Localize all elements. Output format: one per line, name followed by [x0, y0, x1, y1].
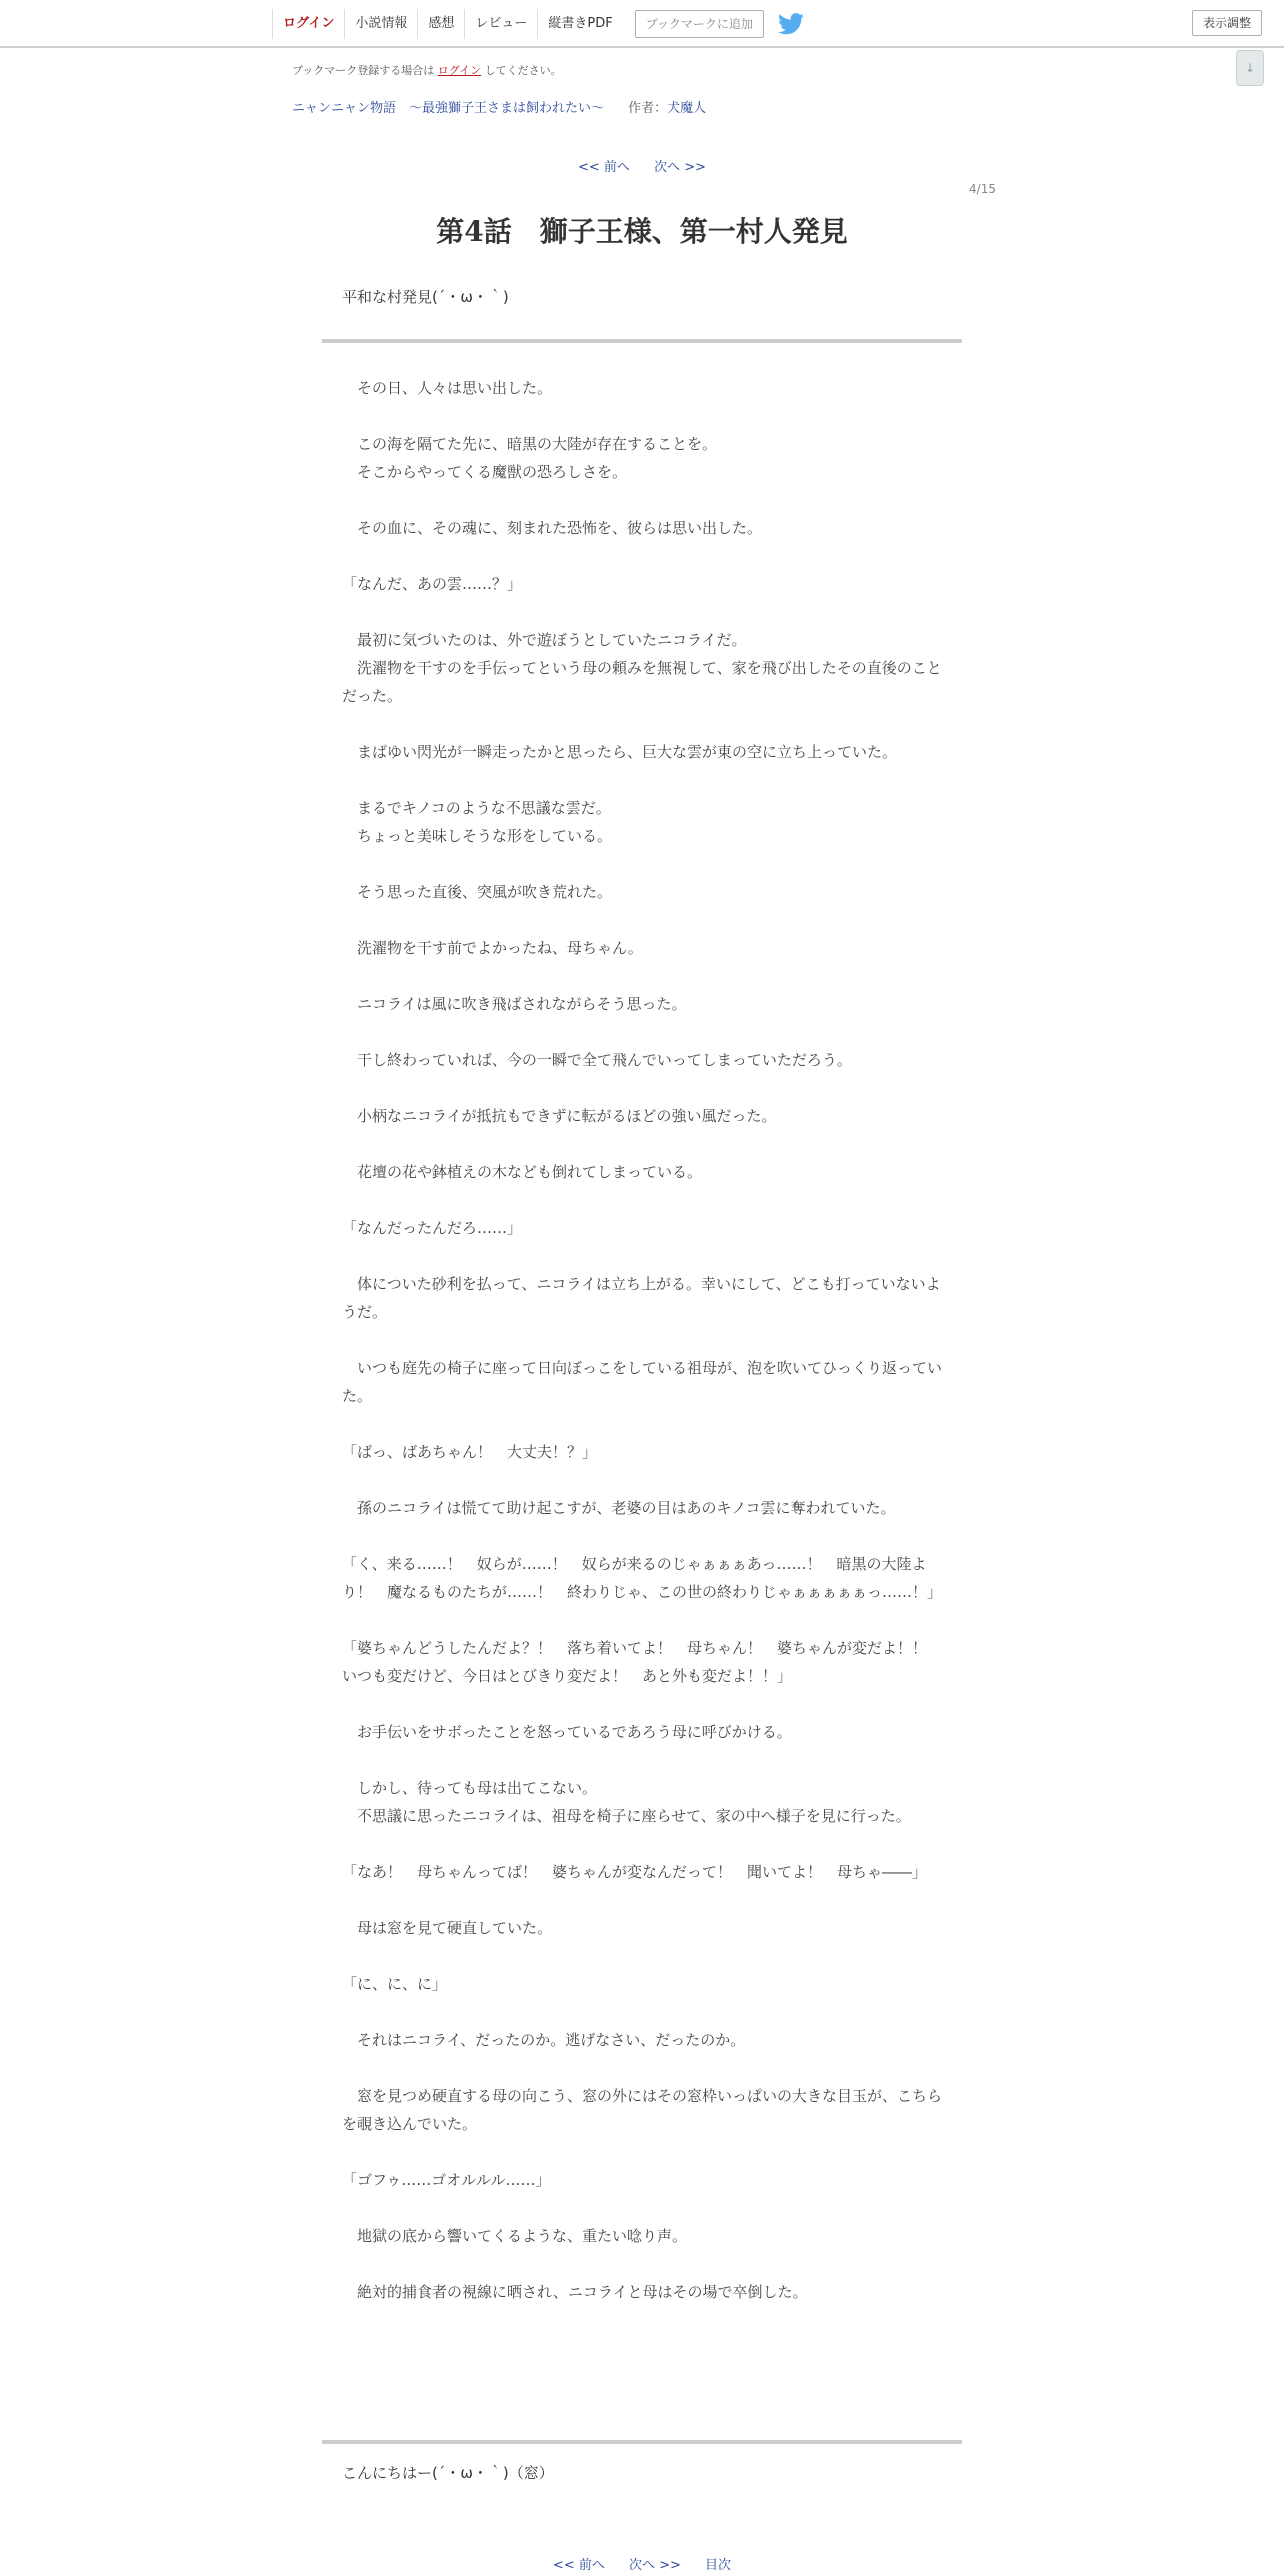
chapter-title: 第4話 獅子王様、第一村人発見 — [436, 215, 848, 248]
body-paragraph: 「なんだったんだろ……」 — [342, 1219, 523, 1237]
prev-page-link[interactable]: << 前へ — [552, 2558, 605, 2573]
body-paragraph: 干し終わっていれば、今の一瞬で全て飛んでいってしまっていただろう。 — [342, 1051, 852, 1069]
top-header-bar — [0, 0, 1284, 48]
body-paragraph: 体についた砂利を払って、ニコライは立ち上がる。幸いにして、どこも打っていないようだ。 — [342, 1275, 941, 1321]
body-paragraph: 絶対的捕食者の視線に晒され、ニコライと母はその場で卒倒した。 — [342, 2283, 808, 2301]
body-paragraph: 孫のニコライは慌てて助け起こすが、老婆の目はあのキノコ雲に奪われていた。 — [342, 1499, 896, 1517]
body-paragraph: この海を隔てた先に、暗黒の大陸が存在することを。 そこからやってくる魔獣の恐ろしさを。 — [357, 435, 718, 481]
pager-bottom — [0, 2554, 1284, 2573]
body-paragraph: まばゆい閃光が一瞬走ったかと思ったら、巨大な雲が東の空に立ち上っていた。 — [342, 743, 898, 761]
notice-suffix: してください。 — [484, 64, 562, 77]
next-page-link[interactable]: 次へ >> — [628, 2558, 681, 2573]
divider-bottom — [322, 2440, 962, 2444]
body-paragraph: 「ゴフゥ……ゴオルルル……」 — [342, 2171, 551, 2189]
add-bookmark-button[interactable]: ブックマークに追加 — [635, 10, 764, 38]
nav-login-link[interactable]: ログイン — [272, 9, 344, 39]
next-page-link[interactable]: 次へ >> — [654, 160, 706, 175]
twitter-bird-icon[interactable] — [778, 13, 804, 35]
body-paragraph: 窓を見つめ硬直する母の向こう、窓の外にはその窓枠いっぱいの大きな目玉が、こちらを覗き込んでいた。 — [342, 2087, 943, 2133]
nav-review-link[interactable]: レビュー — [464, 9, 537, 39]
body-paragraph: 最初に気づいたのは、外で遊ぼうとしていたニコライだ。 洗濯物を干すのを手伝ってという母の頼みを無視して、家を飛び出したその直後のことだった。 — [342, 631, 942, 705]
body-paragraph: 「なあ！ 母ちゃんってば！ 婆ちゃんが変なんだって！ 聞いてよ！ 母ちゃ――」 — [342, 1863, 928, 1881]
body-paragraph: 母は窓を見て硬直していた。 — [342, 1919, 553, 1937]
page-count: 4/15 — [969, 182, 996, 196]
body-paragraph: それはニコライ、だったのか。逃げなさい、だったのか。 — [342, 2031, 746, 2049]
bookmark-login-notice — [292, 62, 562, 78]
author-name-link[interactable]: 犬魔人 — [667, 101, 707, 116]
body-paragraph: ニコライは風に吹き飛ばされながらそう思った。 — [342, 995, 687, 1013]
body-paragraph: 花壇の花や鉢植えの木なども倒れてしまっている。 — [342, 1163, 703, 1181]
body-paragraph: 小柄なニコライが抵抗もできずに転がるほどの強い風だった。 — [342, 1107, 777, 1125]
body-paragraph: 「ばっ、ばあちゃん！ 大丈夫！？」 — [342, 1443, 598, 1461]
display-settings-button[interactable]: 表示調整 — [1192, 10, 1262, 36]
body-paragraph: しかし、待っても母は出てこない。 不思議に思ったニコライは、祖母を椅子に座らせて、家の中へ様子を見に行った。 — [357, 1779, 911, 1825]
series-info — [292, 97, 706, 116]
chapter-afterword: こんにちはー(´・ω・｀)（窓） — [342, 2464, 554, 2482]
toc-link[interactable]: 目次 — [705, 2558, 732, 2573]
nav-vertical-pdf-link[interactable]: 縦書きPDF — [537, 9, 622, 39]
body-paragraph: そう思った直後、突風が吹き荒れた。 — [342, 883, 613, 901]
body-paragraph: その血に、その魂に、刻まれた恐怖を、彼らは思い出した。 — [342, 519, 763, 537]
author-label: 作者： — [628, 101, 668, 116]
nav-novel-info-link[interactable]: 小説情報 — [344, 9, 417, 39]
top-nav — [272, 8, 804, 40]
body-paragraph: 「に、に、に」 — [342, 1975, 448, 1993]
scroll-down-button[interactable]: ↓ — [1236, 50, 1264, 86]
body-paragraph: その日、人々は思い出した。 — [342, 379, 553, 397]
body-paragraph: お手伝いをサボったことを怒っているであろう母に呼びかける。 — [342, 1723, 792, 1741]
body-paragraph: 「婆ちゃんどうしたんだよ？！ 落ち着いてよ！ 母ちゃん！ 婆ちゃんが変だよ！！ いつも変だけど、今日はとびきり変だよ！ あと外も変だよ！！」 — [342, 1639, 943, 1685]
body-paragraph: 「く、来る……！ 奴らが……！ 奴らが来るのじゃぁぁぁあっ……！ 暗黒の大陸より！ 魔なるものたちが……！ 終わりじゃ、この世の終わりじゃぁぁぁぁぁっ……！」 — [342, 1555, 943, 1601]
nav-impressions-link[interactable]: 感想 — [417, 9, 464, 39]
chapter-preface: 平和な村発見(´・ω・｀) — [342, 288, 509, 306]
body-paragraph: いつも庭先の椅子に座って日向ぼっこをしている祖母が、泡を吹いてひっくり返っていた。 — [342, 1359, 943, 1405]
divider-top — [322, 339, 962, 343]
body-paragraph: 地獄の底から響いてくるような、重たい唸り声。 — [342, 2227, 688, 2245]
notice-prefix: ブックマーク登録する場合は — [292, 64, 435, 77]
body-paragraph: 「なんだ、あの雲……？」 — [342, 575, 523, 593]
prev-page-link[interactable]: << 前へ — [578, 160, 630, 175]
notice-login-link[interactable]: ログイン — [437, 64, 482, 77]
body-paragraph: まるでキノコのような不思議な雲だ。 ちょっと美味しそうな形をしている。 — [357, 799, 613, 845]
novel-body-text — [342, 374, 942, 2334]
body-paragraph: 洗濯物を干す前でよかったね、母ちゃん。 — [342, 939, 643, 957]
series-title-link[interactable]: ニャンニャン物語 ～最強獅子王さまは飼われたい～ — [292, 101, 605, 116]
pager-top — [0, 156, 1284, 175]
